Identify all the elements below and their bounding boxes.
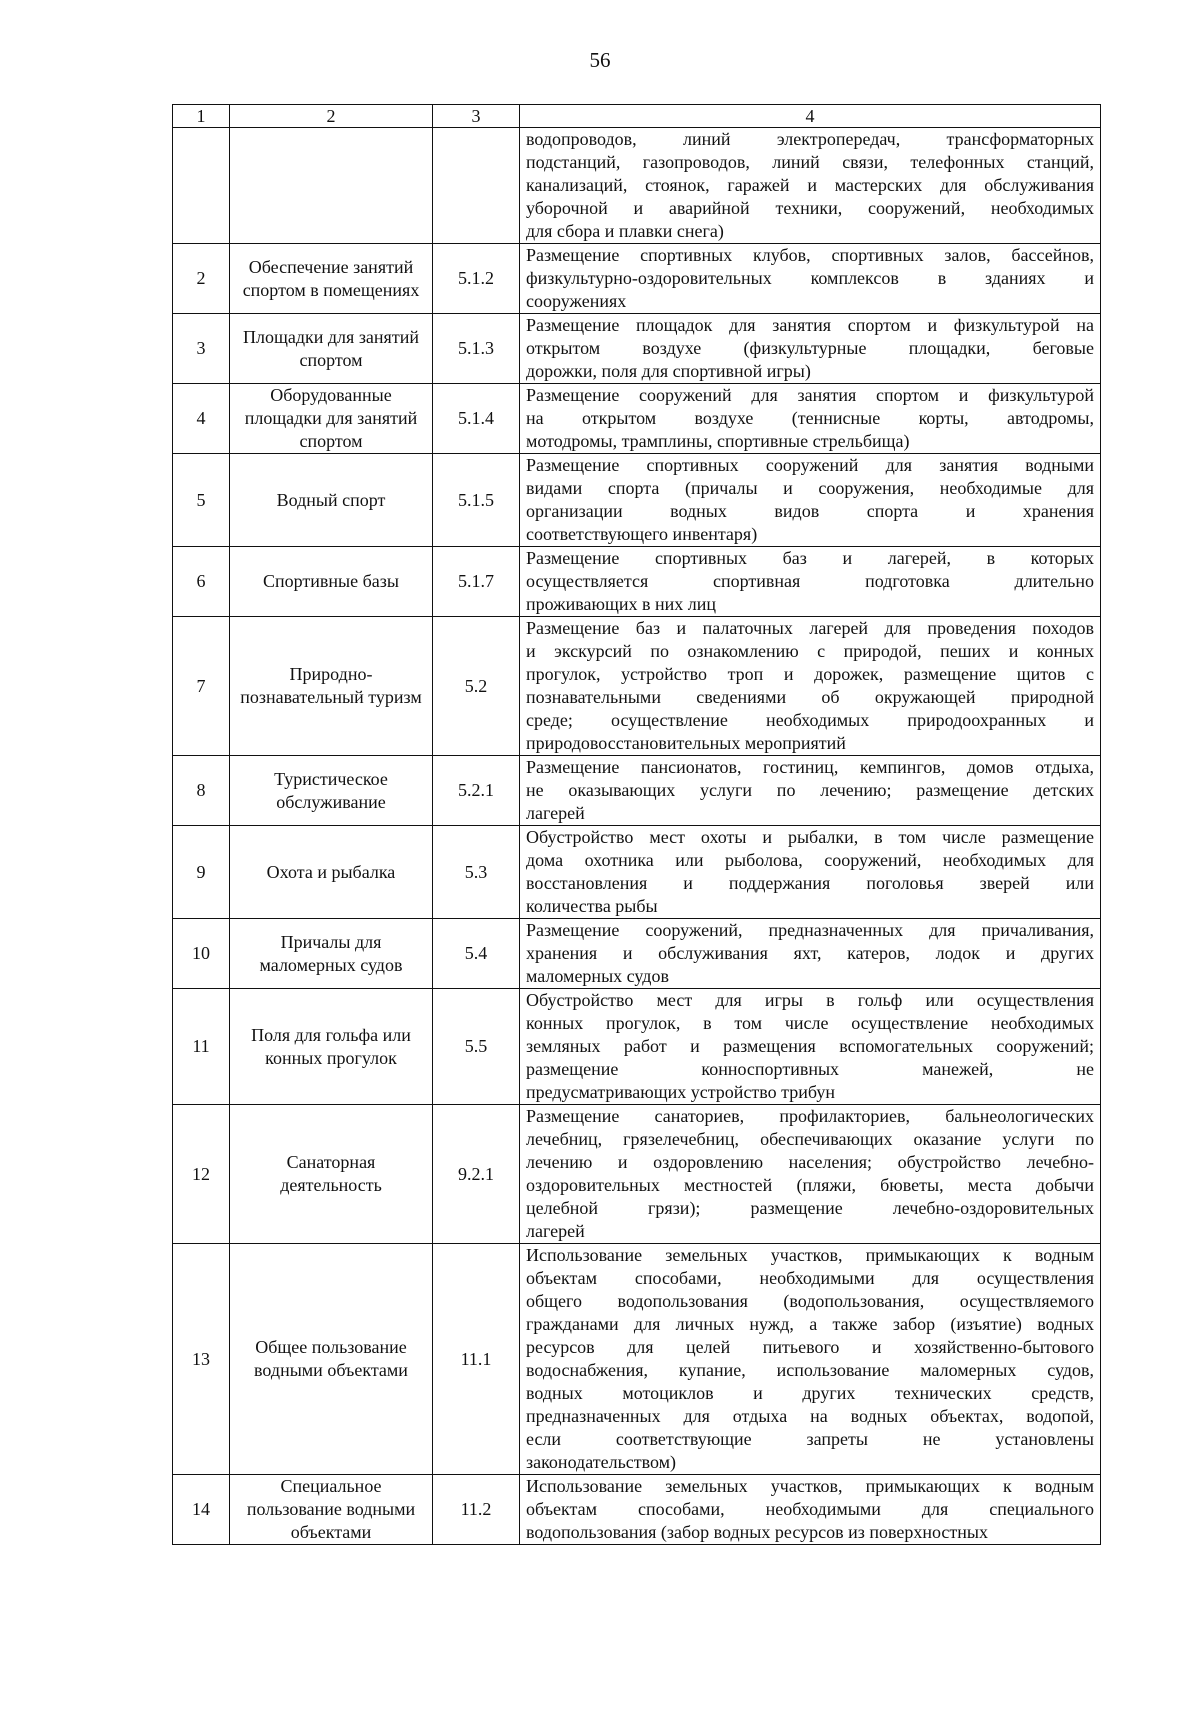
row-number: 7: [173, 617, 230, 756]
description-line: уборочной и аварийной техники, сооружений, необходимых: [526, 198, 1094, 218]
land-use-description: [520, 826, 1101, 919]
land-use-code: [433, 128, 520, 244]
land-use-description: [520, 756, 1101, 826]
description-line: объектам способами, необходимыми для осуществления: [526, 1268, 1094, 1288]
description-line: познавательными сведениями об окружающей природной: [526, 687, 1094, 707]
description-line: Размещение санаториев, профилакториев, бальнеологических: [526, 1106, 1094, 1126]
description-line: оздоровительных местностей (пляжи, бюветы, места добычи: [526, 1175, 1094, 1195]
row-number: 13: [173, 1244, 230, 1475]
land-use-code: 5.3: [433, 826, 520, 919]
table-row: [173, 919, 1101, 989]
page-number: 56: [589, 48, 611, 72]
land-use-description: [520, 244, 1101, 314]
description-line: дорожки, поля для спортивной игры): [526, 361, 811, 381]
row-number: 3: [173, 314, 230, 384]
description-line: лечению и оздоровлению населения; обустройство лечебно-: [526, 1152, 1094, 1172]
description-line: земляных работ и размещения вспомогательных сооружений;: [526, 1036, 1094, 1056]
table-row: [173, 1475, 1101, 1545]
land-use-type: [230, 128, 433, 244]
description-line: соответствующего инвентаря): [526, 524, 758, 544]
land-use-description: [520, 989, 1101, 1105]
description-line: ресурсов для целей питьевого и хозяйственно-бытового: [526, 1337, 1094, 1357]
land-use-type: Обеспечение занятий спортом в помещениях: [230, 244, 433, 314]
row-number: 5: [173, 454, 230, 547]
description-line: мотодромы, трамплины, спортивные стрельбища): [526, 431, 910, 451]
description-line: канализаций, стоянок, гаражей и мастерских для обслуживания: [526, 175, 1094, 195]
land-use-description: [520, 384, 1101, 454]
description-line: предусматривающих устройство трибун: [526, 1082, 835, 1102]
land-use-description: [520, 128, 1101, 244]
land-use-description: [520, 617, 1101, 756]
table-row: [173, 1105, 1101, 1244]
description-line: Использование земельных участков, примыкающих к водным: [526, 1245, 1094, 1265]
description-line: проживающих в них лиц: [526, 594, 716, 614]
description-line: сооружениях: [526, 291, 627, 311]
land-use-description: [520, 1244, 1101, 1475]
land-use-type: Причалы для маломерных судов: [230, 919, 433, 989]
table-body: [173, 128, 1101, 1545]
table-row: [173, 617, 1101, 756]
column-number-4: 4: [520, 105, 1101, 128]
land-use-description: [520, 1475, 1101, 1545]
land-use-description: [520, 919, 1101, 989]
land-use-description: [520, 454, 1101, 547]
description-line: лечебниц, грязелечебниц, обеспечивающих оказание услуги по: [526, 1129, 1094, 1149]
description-line: подстанций, газопроводов, линий связи, телефонных станций,: [526, 152, 1094, 172]
description-line: восстановления и поддержания поголовья зверей или: [526, 873, 1094, 893]
land-use-code: 5.2.1: [433, 756, 520, 826]
description-line: прогулок, устройство троп и дорожек, размещение щитов с: [526, 664, 1094, 684]
land-use-type: Площадки для занятий спортом: [230, 314, 433, 384]
description-line: количества рыбы: [526, 896, 658, 916]
description-line: видами спорта (причалы и сооружения, необходимые для: [526, 478, 1094, 498]
description-line: Размещение пансионатов, гостиниц, кемпингов, домов отдыха,: [526, 757, 1094, 777]
land-use-code: 11.2: [433, 1475, 520, 1545]
column-number-1: 1: [173, 105, 230, 128]
land-use-type: Поля для гольфа или конных прогулок: [230, 989, 433, 1105]
description-line: Размещение спортивных сооружений для занятия водными: [526, 455, 1094, 475]
land-use-code: 5.1.2: [433, 244, 520, 314]
description-line: Обустройство мест для игры в гольф или осуществления: [526, 990, 1094, 1010]
table-row: [173, 384, 1101, 454]
land-use-description: [520, 314, 1101, 384]
description-line: размещение конноспортивных манежей, не: [526, 1059, 1094, 1079]
land-use-code: 5.2: [433, 617, 520, 756]
land-use-type: Спортивные базы: [230, 547, 433, 617]
land-use-type: Природно-познавательный туризм: [230, 617, 433, 756]
description-line: гражданами для личных нужд, а также забор (изъятие) водных: [526, 1314, 1094, 1334]
description-line: осуществляется спортивная подготовка длительно: [526, 571, 1094, 591]
row-number: 11: [173, 989, 230, 1105]
land-use-code: 5.4: [433, 919, 520, 989]
description-line: водоснабжения, купание, использование маломерных судов,: [526, 1360, 1094, 1380]
land-use-code: 9.2.1: [433, 1105, 520, 1244]
description-line: открытом воздухе (физкультурные площадки, беговые: [526, 338, 1094, 358]
description-line: не оказывающих услуги по лечению; размещение детских: [526, 780, 1094, 800]
description-line: для сбора и плавки снега): [526, 221, 724, 241]
land-use-code: 5.1.7: [433, 547, 520, 617]
description-line: лагерей: [526, 803, 585, 823]
description-line: водопользования (забор водных ресурсов из поверхностных: [526, 1522, 988, 1542]
row-number: [173, 128, 230, 244]
table-row: [173, 1244, 1101, 1475]
description-line: организации водных видов спорта и хранения: [526, 501, 1094, 521]
description-line: природовосстановительных мероприятий: [526, 733, 846, 753]
description-line: конных прогулок, в том числе осуществление необходимых: [526, 1013, 1094, 1033]
table-row: [173, 128, 1101, 244]
land-use-code: 5.1.5: [433, 454, 520, 547]
description-line: Размещение спортивных баз и лагерей, в которых: [526, 548, 1094, 568]
description-line: Обустройство мест охоты и рыбалки, в том числе размещение: [526, 827, 1094, 847]
description-line: предназначенных для отдыха на водных объектах, водопой,: [526, 1406, 1094, 1426]
description-line: хранения и обслуживания яхт, катеров, лодок и других: [526, 943, 1094, 963]
row-number: 10: [173, 919, 230, 989]
column-number-3: 3: [433, 105, 520, 128]
description-line: маломерных судов: [526, 966, 669, 986]
description-line: водных мотоциклов и других технических средств,: [526, 1383, 1094, 1403]
description-line: и экскурсий по ознакомлению с природой, пеших и конных: [526, 641, 1094, 661]
land-use-type: Охота и рыбалка: [230, 826, 433, 919]
land-use-type: Санаторная деятельность: [230, 1105, 433, 1244]
row-number: 14: [173, 1475, 230, 1545]
description-line: лагерей: [526, 1221, 585, 1241]
table-row: [173, 314, 1101, 384]
row-number: 6: [173, 547, 230, 617]
land-use-type: Специальное пользование водными объектами: [230, 1475, 433, 1545]
description-line: дома охотника или рыболова, сооружений, необходимых для: [526, 850, 1094, 870]
description-line: целебной грязи); размещение лечебно-оздоровительных: [526, 1198, 1094, 1218]
table-row: [173, 244, 1101, 314]
table-row: [173, 989, 1101, 1105]
description-line: общего водопользования (водопользования, осуществляемого: [526, 1291, 1094, 1311]
description-line: законодательством): [526, 1452, 677, 1472]
description-line: среде; осуществление необходимых природоохранных и: [526, 710, 1094, 730]
description-line: физкультурно-оздоровительных комплексов в зданиях и: [526, 268, 1094, 288]
land-use-type: Водный спорт: [230, 454, 433, 547]
land-use-code: 5.1.3: [433, 314, 520, 384]
row-number: 8: [173, 756, 230, 826]
description-line: Размещение сооружений для занятия спортом и физкультурой: [526, 385, 1094, 405]
land-use-description: [520, 1105, 1101, 1244]
row-number: 4: [173, 384, 230, 454]
table-row: [173, 826, 1101, 919]
land-use-type: Оборудованные площадки для занятий спортом: [230, 384, 433, 454]
description-line: водопроводов, линий электропередач, трансформаторных: [526, 129, 1094, 149]
description-line: если соответствующие запреты не установлены: [526, 1429, 1094, 1449]
land-use-type: Общее пользование водными объектами: [230, 1244, 433, 1475]
land-use-table: [172, 104, 1101, 1545]
table-row: [173, 454, 1101, 547]
description-line: Размещение площадок для занятия спортом и физкультурой на: [526, 315, 1094, 335]
column-number-2: 2: [230, 105, 433, 128]
description-line: Размещение баз и палаточных лагерей для проведения походов: [526, 618, 1094, 638]
row-number: 12: [173, 1105, 230, 1244]
description-line: Размещение сооружений, предназначенных для причаливания,: [526, 920, 1094, 940]
table-row: [173, 547, 1101, 617]
description-line: Размещение спортивных клубов, спортивных залов, бассейнов,: [526, 245, 1094, 265]
land-use-code: 5.5: [433, 989, 520, 1105]
description-line: Использование земельных участков, примыкающих к водным: [526, 1476, 1094, 1496]
land-use-code: 5.1.4: [433, 384, 520, 454]
row-number: 2: [173, 244, 230, 314]
column-number-row: [173, 105, 1101, 128]
row-number: 9: [173, 826, 230, 919]
description-line: на открытом воздухе (теннисные корты, автодромы,: [526, 408, 1094, 428]
land-use-description: [520, 547, 1101, 617]
description-line: объектам способами, необходимыми для специального: [526, 1499, 1094, 1519]
land-use-type: Туристическое обслуживание: [230, 756, 433, 826]
table-row: [173, 756, 1101, 826]
land-use-code: 11.1: [433, 1244, 520, 1475]
